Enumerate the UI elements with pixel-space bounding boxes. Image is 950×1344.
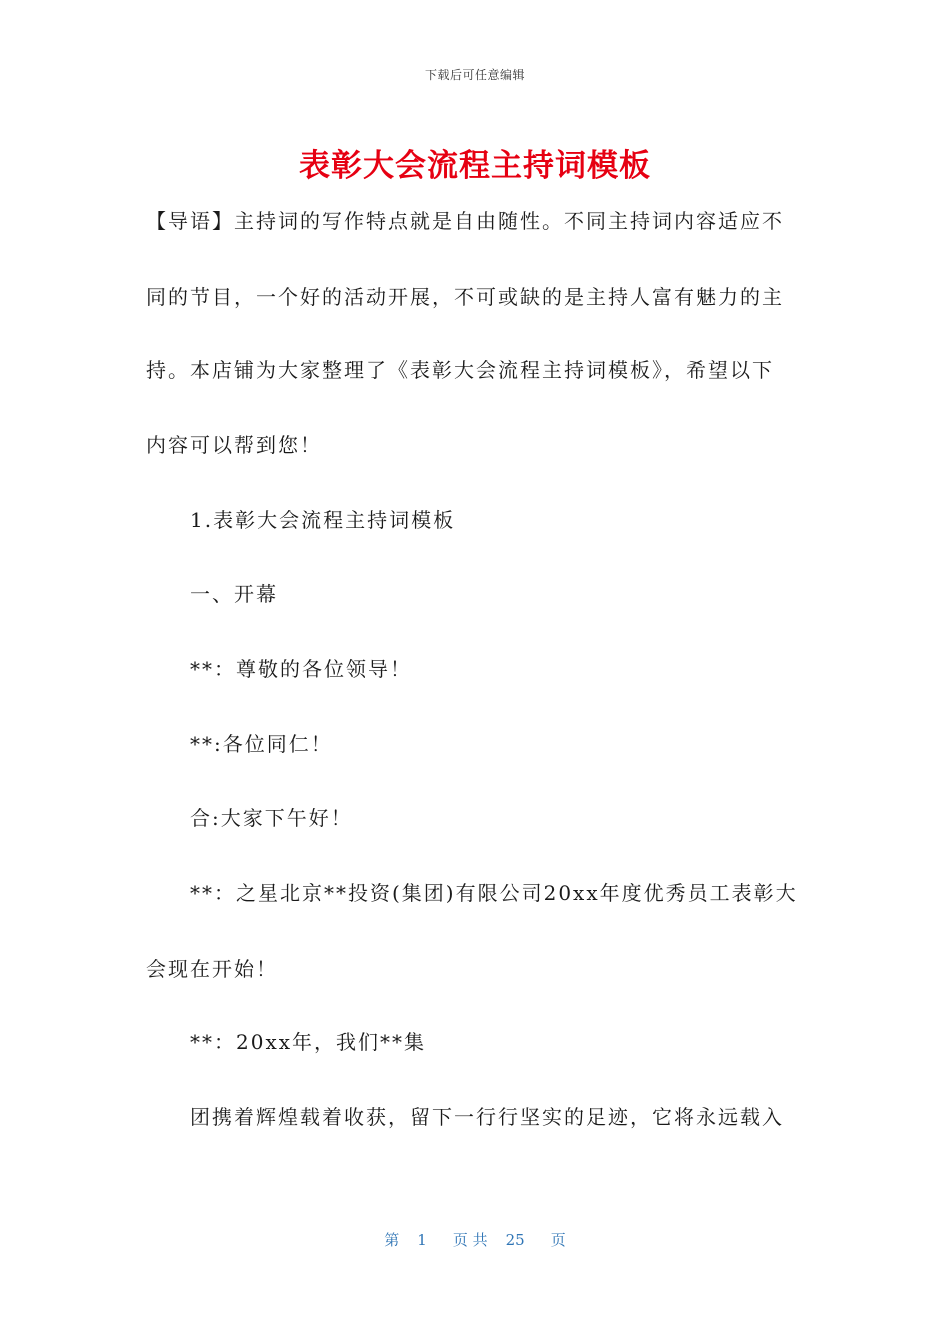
dialogue-line-3: 合:大家下午好！ [190, 806, 353, 830]
dialogue-line-2: **:各位同仁！ [190, 732, 333, 756]
document-title: 表彰大会流程主持词模板 [299, 148, 651, 184]
header-note: 下载后可任意编辑 [424, 68, 525, 82]
body-line-4: 内容可以帮到您！ [146, 433, 322, 457]
dialogue-line-4-cont: 会现在开始！ [146, 957, 278, 981]
footer-prefix: 第 [384, 1231, 400, 1249]
body-line-2: 同的节目，一个好的活动开展，不可或缺的是主持人富有魅力的主 [146, 285, 784, 309]
footer-suffix: 页 [550, 1231, 566, 1249]
footer-page-number: 1 [417, 1231, 427, 1249]
body-line-3: 持。本店铺为大家整理了《表彰大会流程主持词模板》，希望以下 [146, 358, 774, 382]
footer-middle: 页 共 [452, 1231, 488, 1249]
page-footer [0, 1229, 950, 1250]
dialogue-line-4: **：之星北京**投资(集团)有限公司20xx年度优秀员工表彰大 [190, 881, 798, 905]
dialogue-line-1: **：尊敬的各位领导！ [190, 657, 412, 681]
body-line-1: 【导语】主持词的写作特点就是自由随性。不同主持词内容适应不 [146, 209, 784, 233]
dialogue-line-5: **：20xx年，我们**集 [190, 1030, 427, 1054]
dialogue-line-6: 团携着辉煌载着收获，留下一行行坚实的足迹，它将永远载入 [190, 1105, 784, 1129]
footer-total-pages: 25 [505, 1231, 525, 1249]
section-heading: 1.表彰大会流程主持词模板 [190, 508, 456, 532]
subsection-heading: 一、开幕 [190, 582, 278, 606]
